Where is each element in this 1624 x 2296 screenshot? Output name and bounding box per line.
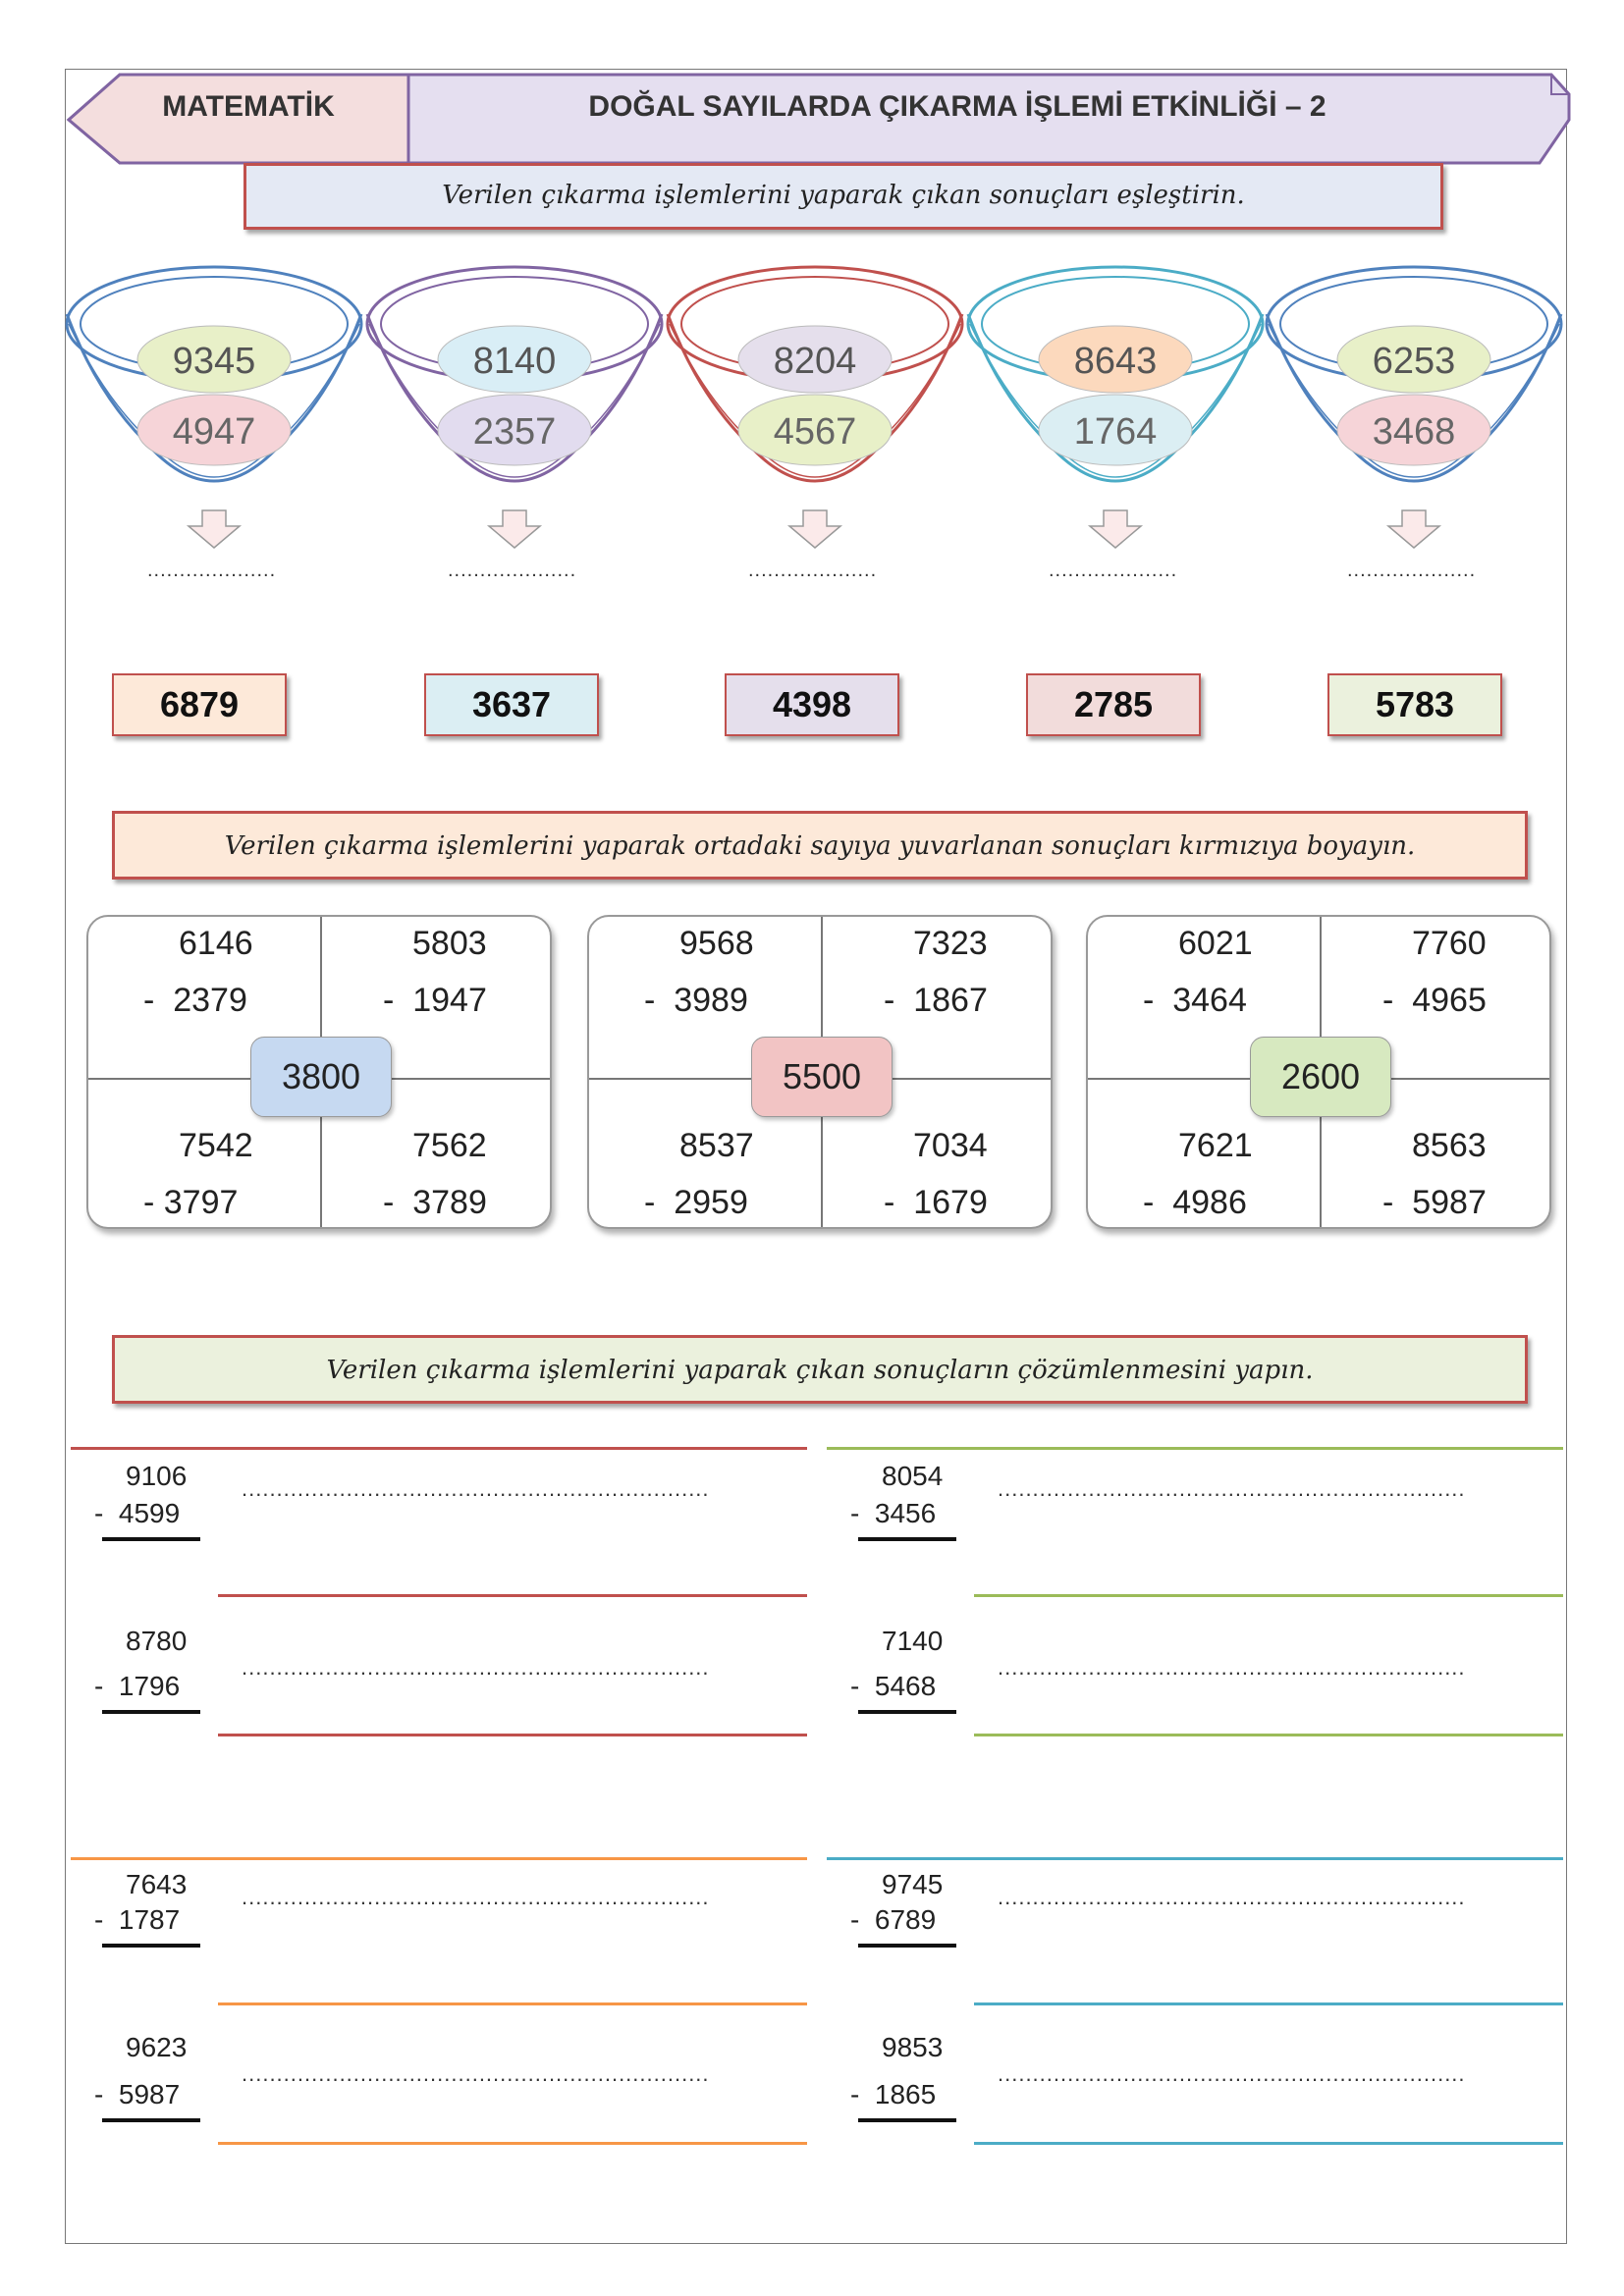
minuend: 7034 xyxy=(913,1127,988,1164)
decomposition-blank[interactable]: ................................................................... xyxy=(242,1885,710,1909)
decomposition-blank[interactable]: ................................................................... xyxy=(242,1476,710,1501)
funnel-top-number: 9345 xyxy=(172,341,256,382)
subtrahend: - 4965 xyxy=(1382,982,1487,1019)
funnel xyxy=(668,267,962,548)
subtrahend: - 6789 xyxy=(850,1904,937,1935)
page-title: DOĞAL SAYILARDA ÇIKARMA İŞLEMİ ETKİNLİĞİ – 2 xyxy=(588,90,1326,123)
minuend: 8537 xyxy=(679,1127,754,1164)
answer-line xyxy=(974,1594,1563,1597)
funnel-top-number: 6253 xyxy=(1372,341,1456,382)
subtrahend: - 5468 xyxy=(850,1671,937,1701)
result-underline xyxy=(102,1944,200,1948)
section3-instruction: Verilen çıkarma işlemlerini yaparak çıkan sonuçların çözümlenmesini yapın. xyxy=(112,1335,1528,1404)
subject-label: MATEMATİK xyxy=(162,90,335,123)
section2-instruction: Verilen çıkarma işlemlerini yaparak ortadaki sayıya yuvarlanan sonuçları kırmızıya boyayın. xyxy=(112,811,1528,880)
minuend: 9623 xyxy=(126,2032,188,2062)
minuend: 9745 xyxy=(882,1869,944,1899)
rounding-group xyxy=(1086,915,1551,1229)
section-line xyxy=(71,1447,807,1450)
section-line xyxy=(827,1447,1563,1450)
answer-line xyxy=(974,2142,1563,2145)
rounding-target: 3800 xyxy=(250,1037,392,1117)
funnel xyxy=(67,267,361,548)
funnel xyxy=(1267,267,1561,548)
minuend: 6146 xyxy=(179,925,253,962)
rounding-target: 2600 xyxy=(1250,1037,1391,1117)
funnel-bottom-number: 1764 xyxy=(1073,411,1158,453)
down-arrow-icon xyxy=(789,510,840,548)
rounding-group xyxy=(86,915,552,1229)
answer-blank[interactable]: .................... xyxy=(147,560,277,581)
subtrahend: - 3464 xyxy=(1143,982,1247,1019)
answer-option[interactable]: 3637 xyxy=(424,673,599,736)
down-arrow-icon xyxy=(189,510,240,548)
rounding-target: 5500 xyxy=(751,1037,893,1117)
answer-blank[interactable]: .................... xyxy=(448,560,577,581)
minuend: 5803 xyxy=(412,925,487,962)
minuend: 9106 xyxy=(126,1461,188,1491)
funnel-bottom-number: 4947 xyxy=(172,411,256,453)
result-underline xyxy=(102,2118,200,2122)
down-arrow-icon xyxy=(1090,510,1141,548)
minuend: 6021 xyxy=(1178,925,1253,962)
funnel xyxy=(367,267,662,548)
subtrahend: - 5987 xyxy=(1382,1184,1487,1221)
subtrahend: - 1865 xyxy=(850,2079,937,2109)
subtrahend: - 1787 xyxy=(94,1904,181,1935)
minuend: 8054 xyxy=(882,1461,944,1491)
subtrahend: - 1796 xyxy=(94,1671,181,1701)
subtrahend: - 3456 xyxy=(850,1498,937,1528)
decomposition-blank[interactable]: ................................................................... xyxy=(242,1655,710,1680)
subtrahend: - 1947 xyxy=(383,982,487,1019)
minuend: 7140 xyxy=(882,1626,944,1656)
answer-line xyxy=(218,1594,807,1597)
subtrahend: - 3797 xyxy=(143,1184,239,1221)
subtrahend: - 2959 xyxy=(644,1184,748,1221)
decomposition-blank[interactable]: ................................................................... xyxy=(998,2061,1466,2086)
answer-line xyxy=(218,1734,807,1736)
subtrahend: - 3789 xyxy=(383,1184,487,1221)
minuend: 8563 xyxy=(1412,1127,1487,1164)
subtrahend: - 4986 xyxy=(1143,1184,1247,1221)
subtrahend: - 1867 xyxy=(884,982,988,1019)
subtrahend: - 3989 xyxy=(644,982,748,1019)
rounding-group xyxy=(587,915,1053,1229)
answer-blank[interactable]: .................... xyxy=(748,560,878,581)
answer-line xyxy=(974,1734,1563,1736)
answer-option[interactable]: 2785 xyxy=(1026,673,1201,736)
subtrahend: - 2379 xyxy=(143,982,247,1019)
subtrahend: - 1679 xyxy=(884,1184,988,1221)
answer-blank[interactable]: .................... xyxy=(1049,560,1178,581)
minuend: 9853 xyxy=(882,2032,944,2062)
down-arrow-icon xyxy=(1388,510,1439,548)
funnel-top-number: 8643 xyxy=(1073,341,1158,382)
answer-option[interactable]: 4398 xyxy=(725,673,899,736)
answer-line xyxy=(218,2142,807,2145)
subtrahend: - 5987 xyxy=(94,2079,181,2109)
down-arrow-icon xyxy=(489,510,540,548)
minuend: 9568 xyxy=(679,925,754,962)
answer-option[interactable]: 6879 xyxy=(112,673,287,736)
minuend: 7562 xyxy=(412,1127,487,1164)
funnel-bottom-number: 4567 xyxy=(773,411,857,453)
minuend: 7760 xyxy=(1412,925,1487,962)
minuend: 7621 xyxy=(1178,1127,1253,1164)
decomposition-blank[interactable]: ................................................................... xyxy=(998,1655,1466,1680)
section-line xyxy=(827,1857,1563,1860)
minuend: 7323 xyxy=(913,925,988,962)
funnel xyxy=(968,267,1263,548)
decomposition-blank[interactable]: ................................................................... xyxy=(998,1885,1466,1909)
answer-option[interactable]: 5783 xyxy=(1327,673,1502,736)
answer-line xyxy=(974,2002,1563,2005)
minuend: 8780 xyxy=(126,1626,188,1656)
result-underline xyxy=(858,1944,956,1948)
minuend: 7643 xyxy=(126,1869,188,1899)
result-underline xyxy=(102,1537,200,1541)
section-line xyxy=(71,1857,807,1860)
decomposition-blank[interactable]: ................................................................... xyxy=(998,1476,1466,1501)
funnel-bottom-number: 2357 xyxy=(472,411,557,453)
section1-instruction: Verilen çıkarma işlemlerini yaparak çıkan sonuçları eşleştirin. xyxy=(244,163,1443,230)
result-underline xyxy=(858,2118,956,2122)
decomposition-blank[interactable]: ................................................................... xyxy=(242,2061,710,2086)
subtrahend: - 4599 xyxy=(94,1498,181,1528)
result-underline xyxy=(858,1537,956,1541)
answer-line xyxy=(218,2002,807,2005)
funnels-area xyxy=(0,0,1624,609)
funnel-top-number: 8204 xyxy=(773,341,857,382)
funnel-top-number: 8140 xyxy=(472,341,557,382)
minuend: 7542 xyxy=(179,1127,253,1164)
result-underline xyxy=(102,1710,200,1714)
funnel-bottom-number: 3468 xyxy=(1372,411,1456,453)
result-underline xyxy=(858,1710,956,1714)
answer-blank[interactable]: .................... xyxy=(1347,560,1477,581)
